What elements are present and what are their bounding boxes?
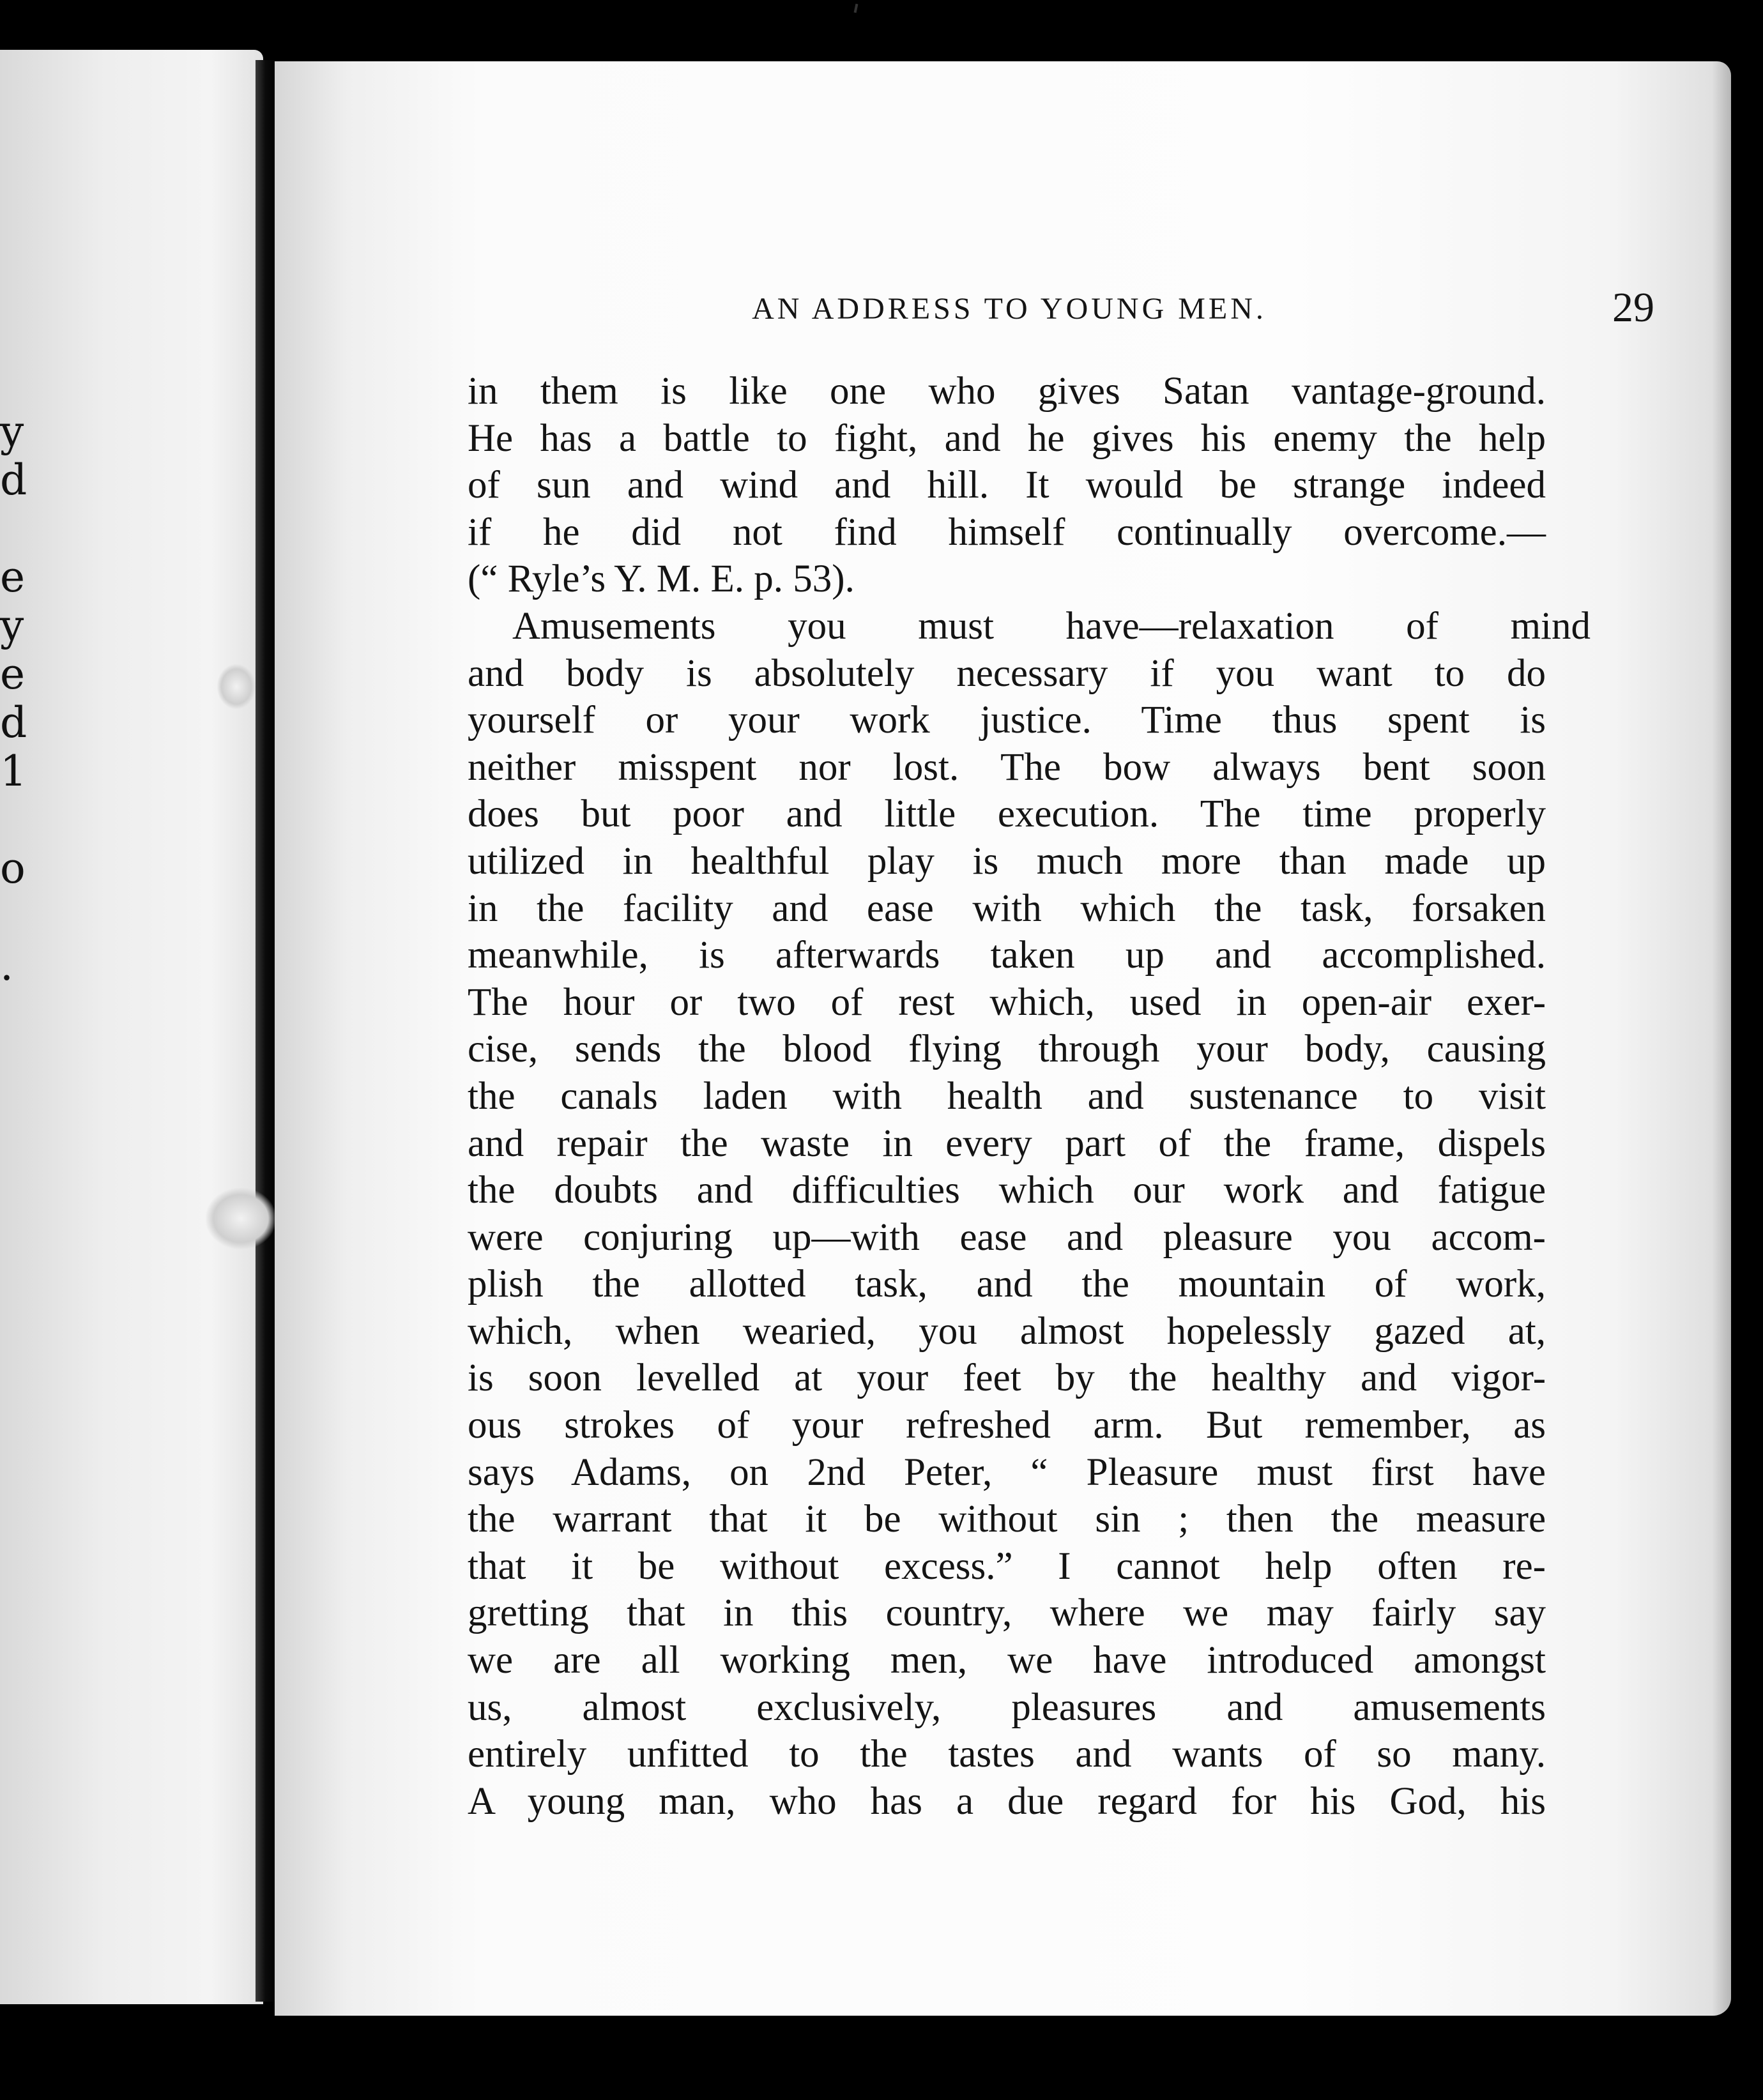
margin-fragment: . (0, 941, 13, 990)
scan-speck (854, 4, 859, 13)
text-line: and body is absolutely necessary if you want to do (468, 651, 1546, 695)
text-line: utilized in healthful play is much more than made up (468, 839, 1546, 883)
text-line: is soon levelled at your feet by the healthy and vigor- (468, 1357, 1546, 1400)
margin-fragment: o (0, 844, 26, 893)
page-number: 29 (1612, 284, 1654, 331)
text-line: does but poor and little execution. The time properly (468, 793, 1546, 836)
binding-stitch (206, 1188, 276, 1249)
text-line: plish the allotted task, and the mountain of work, (468, 1263, 1546, 1306)
margin-fragment (0, 505, 19, 553)
text-line: the canals laden with health and sustenance to visit (468, 1074, 1546, 1118)
previous-page-edge (0, 50, 263, 2004)
text-line: (“ Ryle’s Y. M. E. p. 53). (468, 558, 855, 601)
text-line: if he did not find himself continually overcome.— (468, 510, 1546, 554)
text-line: A young man, who has a due regard for his God, his (468, 1779, 1546, 1823)
running-header (466, 284, 1654, 341)
margin-fragment: y (0, 601, 24, 650)
text-line: the warrant that it be without sin ; then the measure (468, 1498, 1546, 1541)
margin-fragment: y (0, 407, 24, 456)
text-line: and repair the waste in every part of the frame, dispels (468, 1122, 1546, 1165)
binding-stitch (217, 664, 256, 709)
text-line: The hour or two of rest which, used in open-air exer- (468, 980, 1546, 1024)
running-title: AN ADDRESS TO YOUNG MEN. (752, 292, 1267, 326)
margin-fragment (0, 893, 19, 941)
text-line: neither misspent nor lost. The bow always bent soon (468, 745, 1546, 789)
text-line: yourself or your work justice. Time thus spent is (468, 699, 1546, 742)
margin-fragment: e (0, 650, 26, 699)
body-text (468, 368, 1591, 1825)
page-edge-shadow (1712, 61, 1731, 2016)
text-line: He has a battle to fight, and he gives his enemy the help (468, 416, 1546, 460)
margin-fragment: d (0, 455, 27, 505)
text-line: in the facility and ease with which the task, forsaken (468, 886, 1546, 930)
book-binding-gutter (256, 60, 277, 2002)
text-line: of sun and wind and hill. It would be strange indeed (468, 464, 1546, 507)
margin-fragment: d (0, 698, 27, 747)
text-line: which, when wearied, you almost hopelessly gazed at, (468, 1309, 1546, 1353)
current-page (275, 61, 1731, 2016)
text-line: were conjuring up—with ease and pleasure you accom- (468, 1215, 1546, 1259)
text-line: the doubts and difficulties which our work and fatigue (468, 1169, 1546, 1212)
text-line: us, almost exclusively, pleasures and amusements (468, 1685, 1546, 1729)
text-line: that it be without excess.” I cannot help often re- (468, 1544, 1546, 1588)
margin-fragment (0, 796, 19, 844)
text-line: says Adams, on 2nd Peter, “ Pleasure must first have (468, 1450, 1546, 1494)
text-line: gretting that in this country, where we may fairly say (468, 1592, 1546, 1635)
text-line: we are all working men, we have introduced amongst (468, 1639, 1546, 1682)
text-line: cise, sends the blood flying through your body, causing (468, 1028, 1546, 1071)
text-line: entirely unfitted to the tastes and wants of so many. (468, 1733, 1546, 1776)
margin-fragment: 1 (0, 747, 27, 796)
previous-page-text-fragments (0, 407, 27, 990)
text-line: in them is like one who gives Satan vantage-ground. (468, 370, 1546, 413)
text-line: Amusements you must have—relaxation of mind (512, 604, 1591, 648)
text-line: meanwhile, is afterwards taken up and accomplished. (468, 934, 1546, 977)
margin-fragment: e (0, 552, 26, 602)
text-line: ous strokes of your refreshed arm. But remember, as (468, 1404, 1546, 1447)
